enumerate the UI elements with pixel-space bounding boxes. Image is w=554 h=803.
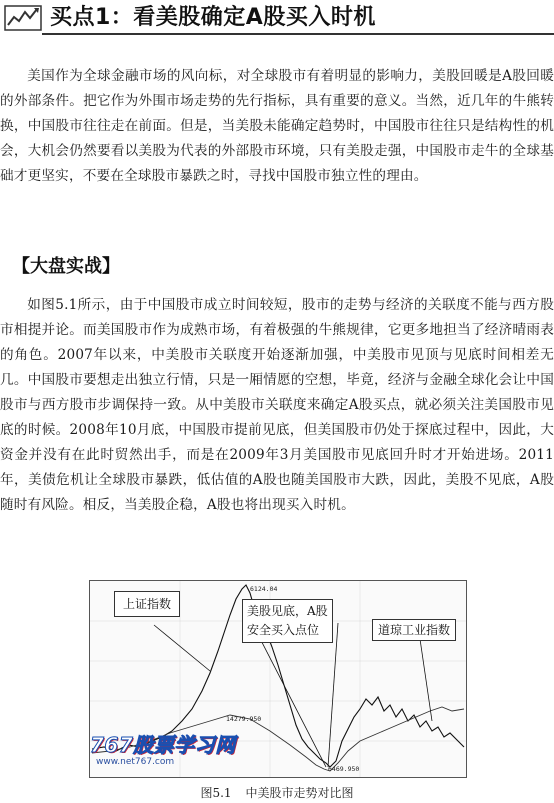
watermark-logo: 767股票学习网 xyxy=(90,733,236,757)
peak-value: 6124.04 xyxy=(250,585,278,593)
us-bottom-label xyxy=(242,599,333,643)
page-header xyxy=(0,0,554,36)
trend-chart-icon xyxy=(4,5,42,31)
watermark-url: www.net767.com xyxy=(96,757,175,767)
dow-peak-value: 14279.950 xyxy=(226,715,262,723)
section-heading: 【大盘实战】 xyxy=(12,256,120,277)
us-bottom-label-line1: 美股见底，A股 xyxy=(247,604,328,618)
intro-paragraph: 美国作为全球金融市场的风向标，对全球股市有着明显的影响力，美股回暖是A股回暖的外部条件。把它作为外围市场走势的先行指标，具有重要的意义。当然，近几年的牛熊转换，中国股市往往走在前面。但是，当美股未能确定趋势时，中国股市往往只是结构性的机会，大机会仍然要看以美股为代表的外部股市环境，只有美股走强，中国股市走牛的全球基础才更坚实，不要在全球股市暴跌之时，寻找中国股市独立性的理由。 xyxy=(0,68,554,184)
page-title: 买点1：看美股确定A股买入时机 xyxy=(50,5,376,30)
caption-text: 中美股市走势对比图 xyxy=(245,786,354,800)
caption-number: 图5.1 xyxy=(200,786,232,800)
dow-jones-label: 道琼工业指数 xyxy=(372,619,456,641)
shanghai-index-label: 上证指数 xyxy=(114,591,180,617)
comparison-figure xyxy=(89,580,467,778)
dow-low-value: 6469.950 xyxy=(328,765,360,773)
us-bottom-label-line2: 安全买入点位 xyxy=(247,623,320,637)
body-paragraph: 如图5.1所示，由于中国股市成立时间较短，股市的走势与经济的关联度不能与西方股市相提并论。而美国股市作为成熟市场，有着极强的牛熊规律，它更多地担当了经济晴雨表的角色。2007年以来，中美股市关联度开始逐渐加强，中美股市见顶与见底时间相差无几。中国股市要想走出独立行情，只是一厢情愿的空想，毕竟，经济与金融全球化会让中国股市与西方股市步调保持一致。从中美股市关联度来确定A股买点，就必须关注美国股市见底的时候。2008年10月底，中国股市提前见底，但美国股市仍处于探底过程中，因此，大资金并没有在此时贸然出手，而是在2009年3月美国股市见底回升时才开始进场。2011年，美债危机让全球股市暴跌，低估值的A股也随美国股市大跌，因此，美股不见底，A股随时有风险。相反，当美股企稳，A股也将出现买入时机。 xyxy=(0,297,554,513)
title-divider xyxy=(42,33,554,35)
figure-caption xyxy=(0,785,554,801)
